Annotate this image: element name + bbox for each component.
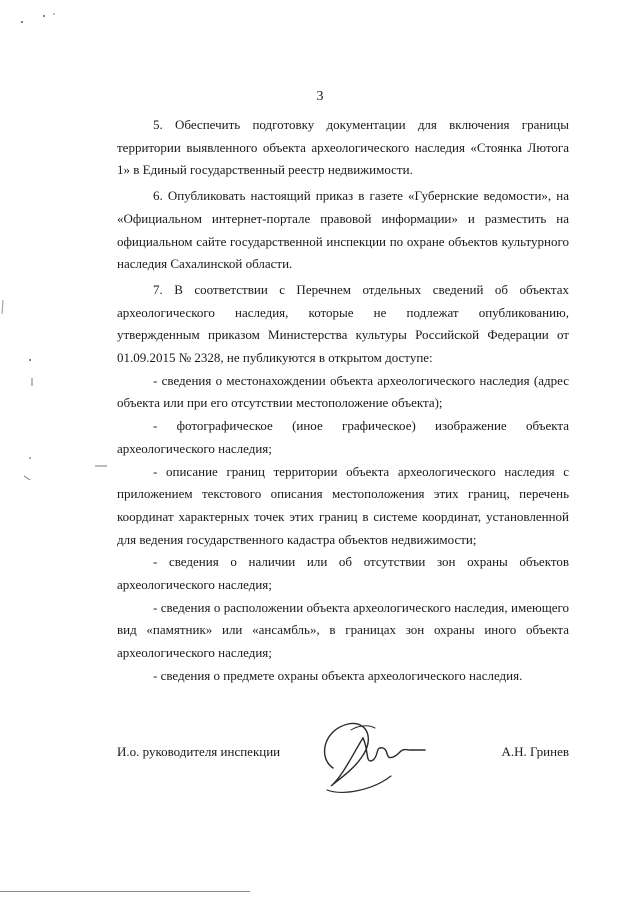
signer-title: И.о. руководителя инспекции — [117, 744, 281, 759]
paragraph-6: 6. Опубликовать настоящий приказ в газете «Губернские ведомости», на «Официальном интернет-портале правовой информации» и разместить на официальном сайте государственной инспекции по охране объектов культурного наследия Сахалинской области. — [117, 188, 569, 272]
list-item-protection-subject: - сведения о предмете охраны объекта археологического наследия. — [153, 667, 523, 683]
signature-block — [117, 740, 569, 800]
list-item-photo: - фотографическое (иное графическое) изображение объекта археологического наследия; — [117, 418, 569, 456]
paragraph-5: 5. Обеспечить подготовку документации для включения границы территории выявленного объекта археологического наследия «Стоянка Лютога 1» в Единый государственный реестр недвижимости. — [117, 117, 569, 178]
handwritten-signature — [313, 710, 433, 800]
list-item-placement: - сведения о расположении объекта археологического наследия, имеющего вид «памятник» или «ансамбль», в границах зон охраны иного объекта археологического наследия; — [117, 599, 569, 661]
scan-dash-margin — [95, 464, 109, 468]
footer-rule — [0, 891, 250, 892]
scan-speck-left — [0, 300, 50, 500]
list-item-borders: - описание границ территории объекта археологического наследия с приложением текстового описания местоположения этих границ, перечень координат характерных точек этих границ в системе координат, установленной для ведения государственного кадастра объектов недвижимости; — [117, 463, 569, 547]
list-item-protection-zones: - сведения о наличии или об отсутствии зон охраны объектов археологического наследия; — [117, 554, 569, 593]
signer-name: А.Н. Гринев — [501, 744, 569, 759]
paragraph-7: 7. В соответствии с Перечнем отдельных сведений об объектах археологического наследия, которые не подлежат опубликованию, утвержденным приказом Министерства культуры Российской Федерации от 01.09.2015 № 2328, не публикуются в открытом доступе: — [117, 281, 569, 366]
page-number: 3 — [316, 89, 324, 104]
list-item-location: - сведения о местонахождении объекта археологического наследия (адрес объекта или при его отсутствии местоположение объекта); — [117, 372, 569, 411]
document-body — [117, 114, 569, 688]
scan-speck-top — [18, 10, 58, 30]
